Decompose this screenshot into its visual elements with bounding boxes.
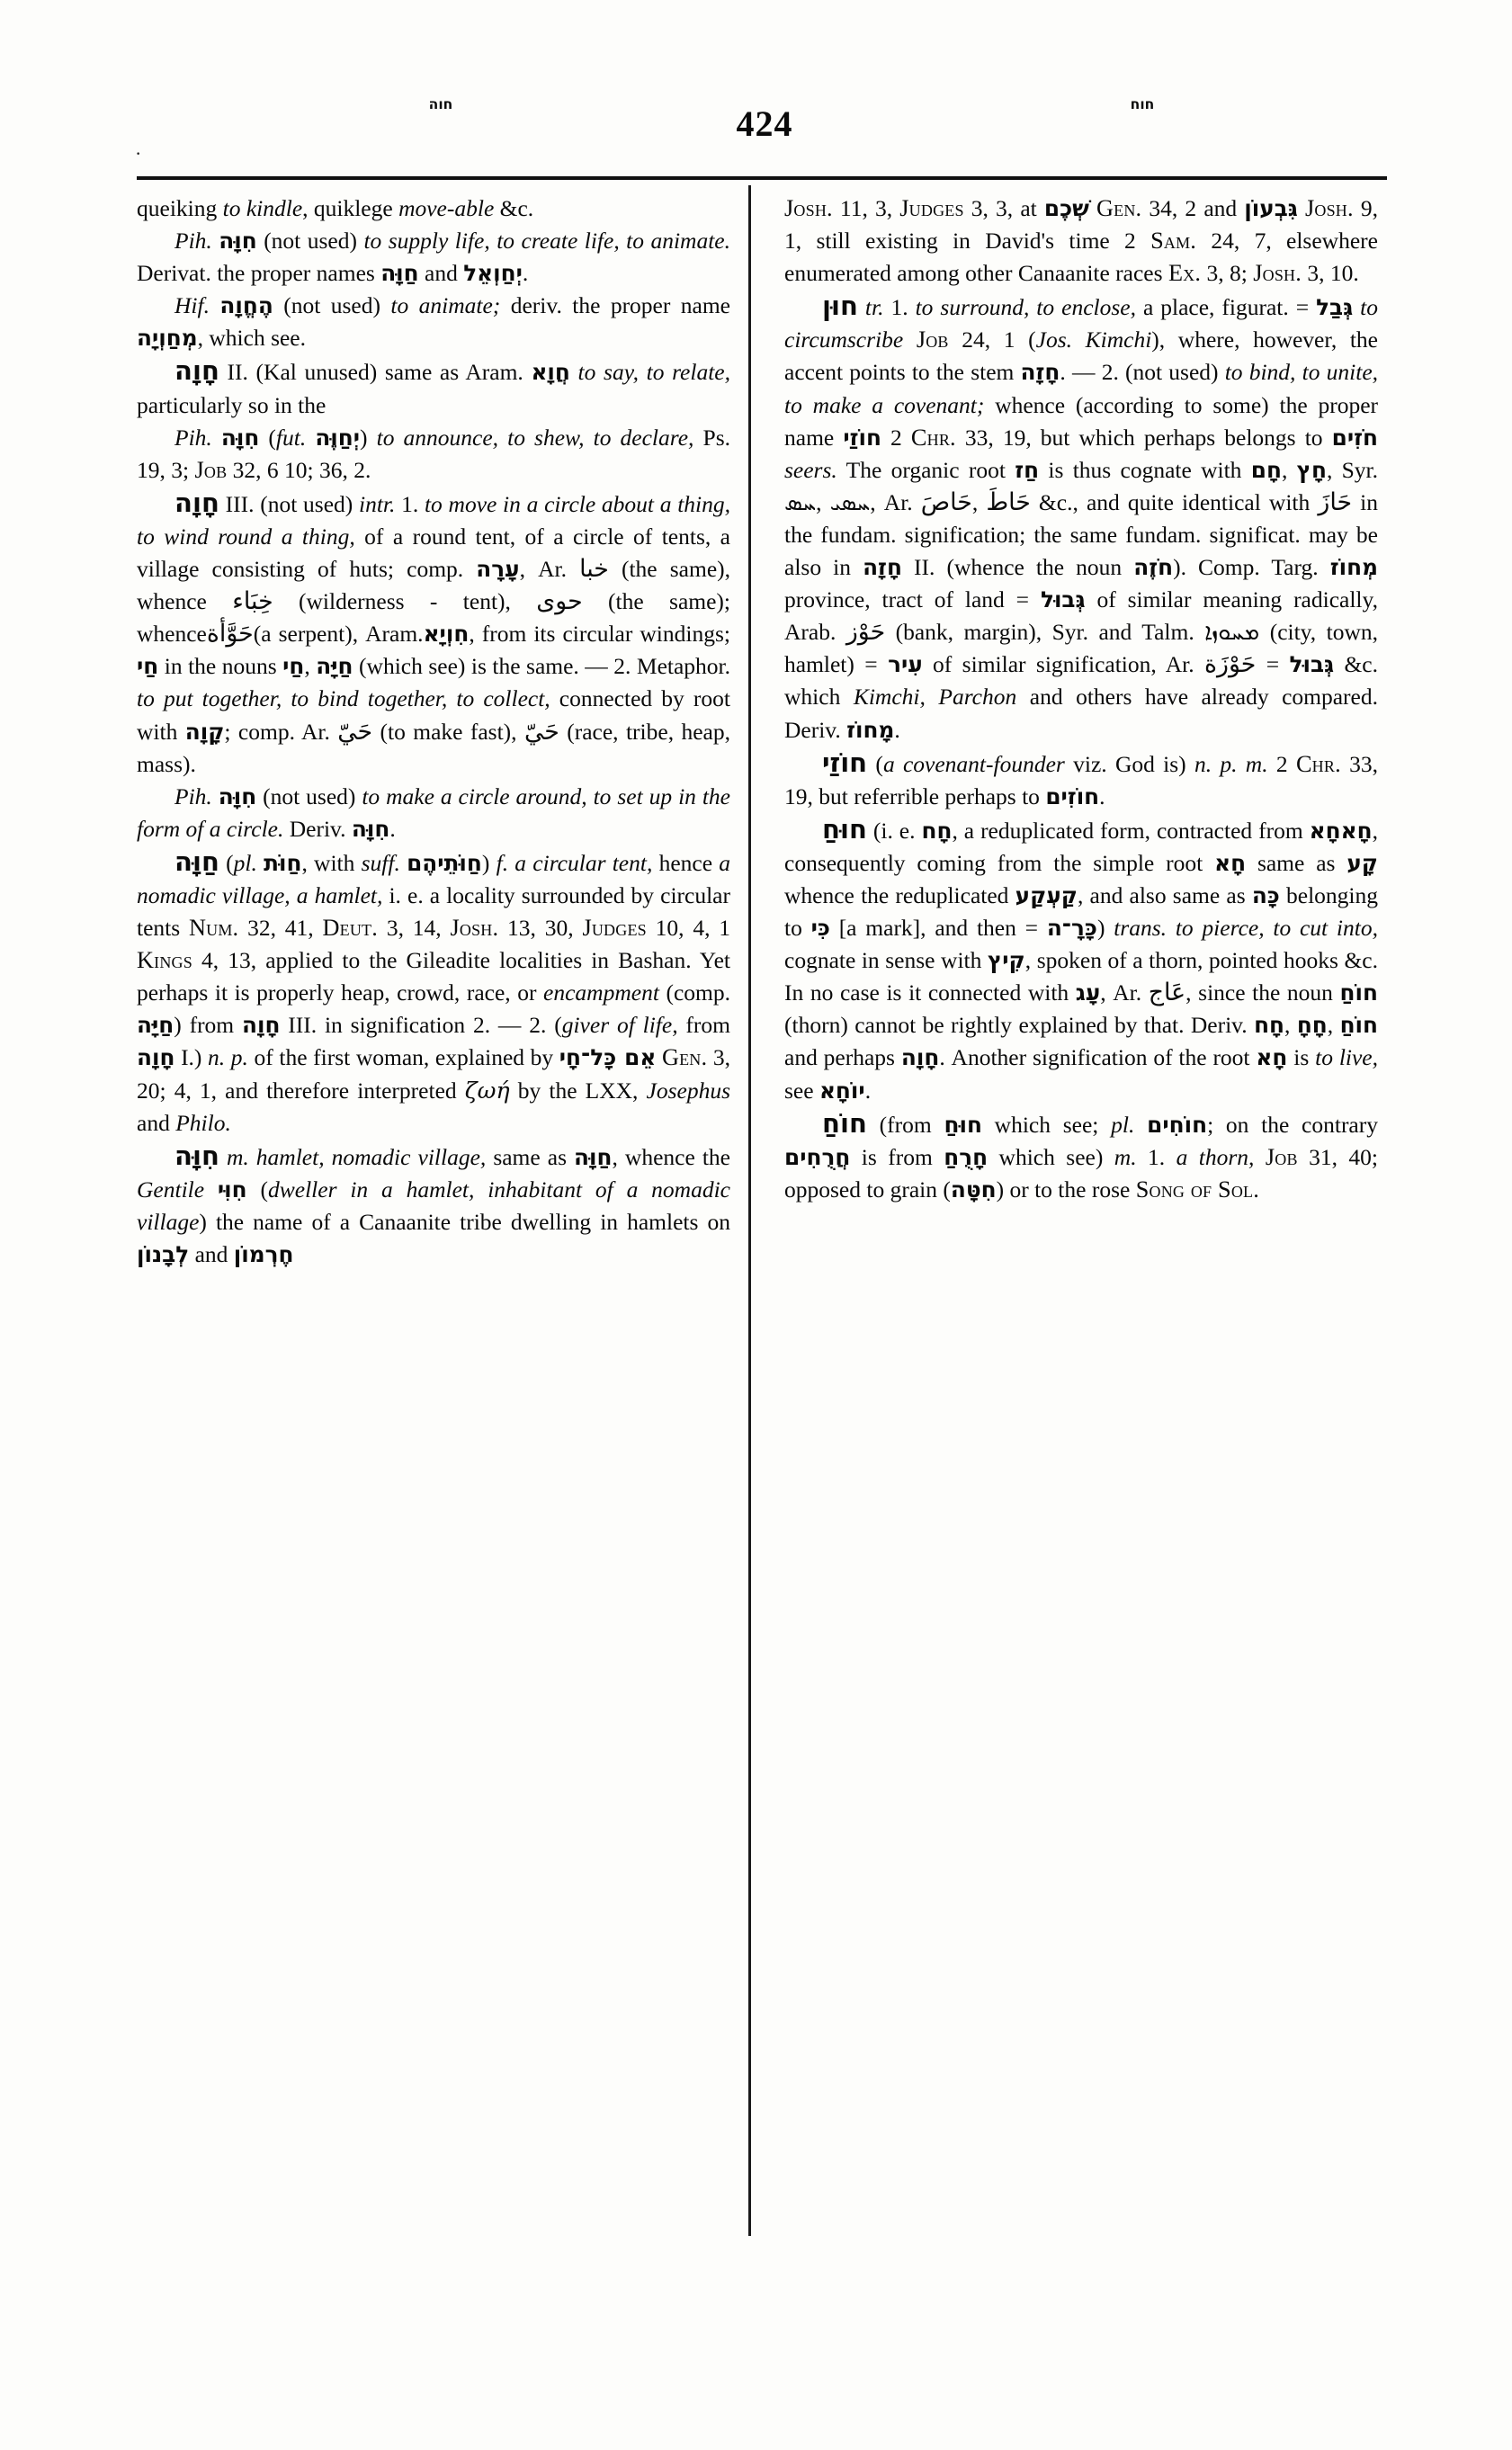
page-number: 424 [736,103,793,144]
paragraph-queiking [137,192,730,225]
running-head-left: חוה [428,96,453,112]
text-run-italic: move-able [398,195,495,221]
headword-chivvah: חִוָּה [174,1140,219,1171]
running-head-right: חוח [1130,96,1155,112]
running-head [135,97,1394,169]
headword-chavah-II: חָוָה [174,355,219,387]
paragraph-hif-1: Hif. הֶחֱוָה (not used) to animate; deriv. the proper name מְחַוְיָה, which see. [137,292,731,352]
paragraph-chavvah: חַוָּה (pl. חַוֹּת, with suff. חַוֹּתֵיהֶם) f. a circular tent, hence a nomadic village, a hamlet, i. e. a locality surrounded by circular tents Num. 32, 41, Deut. 3, 14, Josh. 13, 30, Judges 10, 4, 1 Kings 4, 13, applied to the Gileadite localities in Bashan. Yet perhaps it is properly heap, crowd, race, or encampment (comp. חַיָּה) from חָוָה III. in signification 2. — 2. (giver of life, from חָוָה I.) n. p. of the first woman, explained by אֵם כָּל־חָי Gen. 3, 20; 4, 1, and therefore interpreted ζωή by the LXX, Josephus and Philo. [137,845,731,1136]
paragraph-josh-continuation: Josh. 11, 3, Judges 3, 3, at שְׁכֶם Gen. 34, 2 and גִּבְעוֹן Josh. 9, 1, still existing in David's time 2 Sam. 24, 7, elsewhere enumerated among other Canaanite races Ex. 3, 8; Josh. 3, 10. [784,195,1379,287]
paragraph-chavah-2: חָוָה II. (Kal unused) same as Aram. חֲוָא to say, to relate, particularly so in the [137,355,730,418]
text-run: &c. [494,195,534,221]
headword-chavvah: חַוָּה [174,845,219,877]
left-column [137,192,730,1271]
headword-chavah-III: חָוָה [174,487,219,518]
paragraph-pih-1: Pih. חִוָּה (not used) to supply life, to create life, to animate. Derivat. the proper names חַוָּה and יְחַוְאֵל. [137,228,730,287]
paragraph-chozai: חוֹזַי (a covenant-founder viz. God is) n. p. m. 2 Chr. 33, 19, but referrible perhaps to חוֹזִים. [784,747,1379,809]
paragraph-choach: חוֹחַ (from חוּחַ which see; pl. חוֹחִים; on the contrary חֲרֻחִים is from חָרֻחַ which see) m. 1. a thorn, Job 31, 40; opposed to grain (חִטָּה) or to the rose Song of Sol. [784,1107,1379,1203]
headword-chun: חוּן [822,291,858,322]
paragraph-chun: חוּן tr. 1. to surround, to enclose, a place, figurat. = גְּבַל to circumscribe Job 24, 1 (Jos. Kimchi), where, however, the accent points to the stem חָזָה. — 2. (not used) to bind, to unite, to make a covenant; whence (according to some) the proper name חוֹזַי 2 Chr. 33, 19, but which perhaps belongs to חֹזִים seers. The organic root חַז is thus cognate with חָם, חָץ, Syr. ܚܣ, ܚܣܝ, Ar. حَاصَ, حَاطَ &c., and quite identical with حَازَ in the fundam. signification; the same fundam. significat. may be also in חָזָה II. (whence the noun חֹזֶה). Comp. Targ. מְחוֹז province, tract of land = גְּבוּל of similar meaning radically, Arab. حَوْز (bank, margin), Syr. and Talm. ܡܚܘܙܐ (city, town, hamlet) = עִיר of similar signification, Ar. حَوْزَة = גְּבוּל &c. which Kimchi, Parchon and others have already compared. Deriv. מָחוֹז. [784,291,1379,743]
paragraph-pih-2: Pih. חִוָּה (fut. יְחַוֶּה) to announce, to shew, to declare, Ps. 19, 3; Job 32, 6 10; 36, 2. [137,424,731,483]
right-column [784,192,1378,1206]
paragraph-chivvah: חִוָּה m. hamlet, nomadic village, same as חַוָּה, whence the Gentile חִוִּי (dweller in a hamlet, inhabitant of a nomadic village) the name of a Canaanite tribe dwelling in hamlets on לְבָנוֹן and חֶרְמוֹן [137,1140,730,1267]
paragraph-chavah-3: חָוָה III. (not used) intr. 1. to move in a circle about a thing, to wind round a thing, of a round tent, of a circle of tents, a village consisting of huts; comp. עָרָה, Ar. خبا (the same), whence خِبَاء (wilderness - tent), حوى (the same); whenceحَوَّأة(a serpent), Aram.חִוְיָא, from its circular windings; חַי in the nouns חַי, חַיָּה (which see) is the same. — 2. Metaphor. to put together, to bind together, to collect, connected by root with קָוָה; comp. Ar. حَيّ (to make fast), حَيّ (race, tribe, heap, mass). [137,487,731,777]
text-run-italic: to kindle [222,195,303,221]
headword-chuach: חוּחַ [822,813,867,845]
text-run: , quiklege [302,195,399,221]
paragraph-chuach: חוּחַ (i. e. חָח, a reduplicated form, contracted from חָאחָא, consequently coming from the simple root חָא same as קָע whence the reduplicated קַעְקַע, and also same as כָּה belonging to כִּי [a mark], and then = כָּרָ־ה) trans. to pierce, to cut into, cognate in sense with קִיץ, spoken of a thorn, pointed hooks &c. In no case is it connected with עָג, Ar. عَاج, since the noun חוֹחַ (thorn) cannot be rightly explained by that. Deriv. חָח, חָחָ, חוֹחַ and perhaps חָוָה. Another signification of the root חָא is to live, see יוֹחָא. [784,813,1379,1104]
header-rule [137,176,1387,180]
margin-tick: · [135,142,142,165]
column-divider [748,185,751,2236]
text-run: queiking [137,195,223,221]
headword-choach: חוֹחַ [822,1107,867,1139]
paragraph-pih-3: Pih. חִוָּה (not used) to make a circle around, to set up in the form of a circle. Deriv. חִוָּה. [137,782,730,842]
headword-chozai: חוֹזַי [822,747,868,778]
